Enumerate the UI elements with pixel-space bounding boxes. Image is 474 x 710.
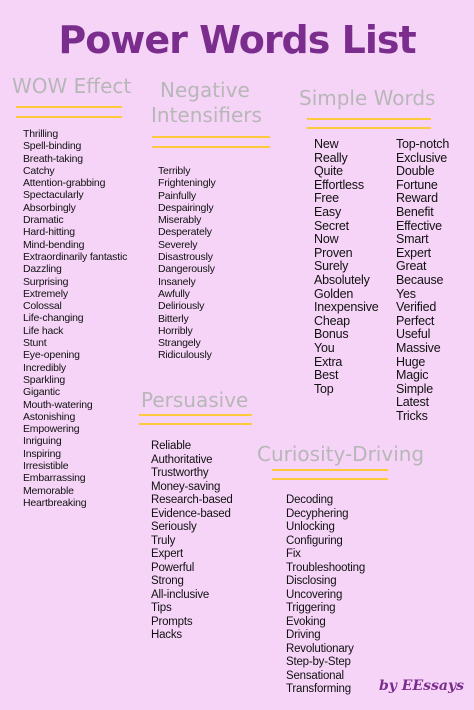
- negative-intensifiers-heading-line2: Intensifiers: [151, 103, 262, 127]
- word-item: Effortless: [314, 177, 364, 192]
- negative-intensifiers-list: [158, 165, 216, 362]
- word-item: Spell-binding: [23, 140, 82, 153]
- persuasive-rule-1: [139, 414, 252, 416]
- word-item: Secret: [314, 218, 349, 233]
- word-item: Really: [314, 150, 348, 165]
- word-item: Inspiring: [23, 447, 61, 460]
- word-item: Uncovering: [286, 588, 343, 601]
- word-item: Catchy: [23, 164, 55, 177]
- curiosity-driving-rule-2: [272, 478, 388, 480]
- word-item: Memorable: [23, 484, 74, 497]
- word-item: Extremely: [23, 287, 68, 300]
- word-item: Easy: [314, 204, 341, 219]
- word-item: Golden: [314, 286, 354, 301]
- word-item: Severely: [158, 238, 198, 251]
- word-item: Proven: [314, 245, 353, 260]
- word-item: Dramatic: [23, 214, 64, 227]
- credit-signature: by EEssays: [379, 678, 464, 694]
- word-item: Inexpensive: [314, 300, 379, 315]
- word-item: Mouth-watering: [23, 398, 93, 411]
- word-item: Useful: [396, 327, 431, 342]
- word-item: Now: [314, 232, 339, 247]
- word-item: Hard-hitting: [23, 226, 75, 239]
- word-item: Troubleshooting: [286, 561, 366, 574]
- word-item: Life-changing: [23, 312, 84, 325]
- word-item: Decyphering: [286, 507, 349, 520]
- negative-intensifiers-rule-2: [152, 146, 270, 148]
- wow-effect-rule-2: [16, 116, 122, 118]
- wow-effect-list: [23, 128, 127, 509]
- word-item: Trustworthy: [151, 467, 209, 479]
- word-item: Hacks: [151, 629, 182, 641]
- word-item: Despairingly: [158, 201, 214, 214]
- word-item: Exclusive: [396, 150, 447, 165]
- word-item: Because: [396, 272, 444, 287]
- word-item: Reward: [396, 191, 438, 206]
- word-item: Authoritative: [151, 453, 213, 466]
- word-item: Decoding: [286, 494, 333, 506]
- word-item: Unlocking: [286, 521, 335, 533]
- word-item: Life hack: [23, 324, 64, 337]
- persuasive-rule-2: [139, 423, 252, 425]
- word-item: You: [314, 340, 335, 355]
- word-item: Painfully: [158, 189, 196, 202]
- word-item: Sensational: [286, 669, 344, 682]
- word-item: Simple: [396, 381, 434, 396]
- word-item: Magic: [396, 368, 429, 383]
- word-item: Gigantic: [23, 386, 60, 399]
- negative-intensifiers-heading-line1: Negative: [160, 78, 250, 102]
- word-item: Heartbreaking: [23, 496, 87, 509]
- word-item: Absolutely: [314, 272, 370, 287]
- word-item: Terribly: [158, 165, 191, 177]
- word-item: Triggering: [286, 602, 336, 614]
- word-item: Perfect: [396, 313, 435, 328]
- word-item: Miserably: [158, 214, 202, 227]
- word-item: Powerful: [151, 561, 195, 574]
- word-item: Embarrassing: [23, 472, 86, 485]
- word-item: Reliable: [151, 440, 191, 452]
- word-item: Spectacularly: [23, 189, 84, 202]
- word-item: Smart: [396, 232, 429, 247]
- word-item: Colossal: [23, 300, 62, 313]
- word-item: Surprising: [23, 275, 69, 288]
- word-item: Best: [314, 368, 339, 383]
- word-item: Strangely: [158, 337, 201, 350]
- wow-effect-heading: WOW Effect: [12, 74, 132, 98]
- word-item: Revolutionary: [286, 642, 354, 655]
- word-item: Free: [314, 191, 339, 206]
- word-item: Stunt: [23, 337, 47, 350]
- wow-effect-rule-1: [16, 106, 122, 108]
- persuasive-heading: Persuasive: [141, 388, 249, 412]
- word-item: Irresistible: [23, 460, 69, 473]
- word-item: Fix: [286, 548, 301, 560]
- word-item: Sparkling: [23, 373, 65, 386]
- word-item: Bonus: [314, 327, 349, 342]
- word-item: Mind-bending: [23, 238, 85, 251]
- word-item: Bitterly: [158, 312, 189, 325]
- word-item: Frighteningly: [158, 177, 216, 190]
- curiosity-driving-list: [286, 494, 365, 697]
- word-item: Great: [396, 259, 427, 274]
- word-item: All-inclusive: [151, 588, 210, 601]
- word-item: Expert: [151, 548, 184, 560]
- word-item: Cheap: [314, 313, 350, 328]
- word-item: Seriously: [151, 521, 197, 533]
- word-item: Eye-opening: [23, 349, 80, 362]
- simple-words-rule-1: [307, 118, 431, 120]
- word-item: Disastrously: [158, 251, 213, 264]
- word-item: Prompts: [151, 615, 193, 628]
- word-item: Extra: [314, 354, 343, 369]
- word-item: Dazzling: [23, 263, 62, 276]
- word-item: Truly: [151, 534, 176, 547]
- word-item: Huge: [396, 354, 426, 369]
- word-item: Tricks: [396, 408, 428, 423]
- persuasive-list: [151, 440, 233, 643]
- word-item: Breath-taking: [23, 152, 83, 165]
- word-item: Surely: [314, 259, 349, 274]
- curiosity-driving-rule-1: [272, 469, 388, 471]
- word-item: Yes: [396, 286, 416, 301]
- word-item: Latest: [396, 395, 429, 410]
- word-item: Awfully: [158, 287, 190, 300]
- word-item: Attention-grabbing: [23, 177, 106, 190]
- word-item: Dangerously: [158, 263, 215, 276]
- word-item: New: [314, 137, 339, 151]
- word-item: Double: [396, 164, 435, 179]
- word-item: Ridiculously: [158, 349, 212, 362]
- word-item: Research-based: [151, 494, 233, 506]
- word-item: Transforming: [286, 683, 351, 695]
- word-item: Inriguing: [23, 435, 62, 448]
- word-item: Step-by-Step: [286, 656, 351, 668]
- word-item: Benefit: [396, 204, 434, 219]
- simple-words-list-col1: [314, 138, 379, 396]
- word-item: Top-notch: [396, 137, 450, 151]
- word-item: Deliriously: [158, 300, 205, 313]
- word-item: Expert: [396, 245, 431, 260]
- word-item: Empowering: [23, 423, 80, 436]
- page-title: Power Words List: [58, 18, 416, 62]
- word-item: Verified: [396, 300, 437, 315]
- word-item: Insanely: [158, 275, 196, 288]
- word-item: Horribly: [158, 324, 193, 337]
- word-item: Massive: [396, 340, 441, 355]
- simple-words-heading: Simple Words: [299, 86, 436, 110]
- negative-intensifiers-rule-1: [152, 136, 270, 138]
- word-item: Absorbingly: [23, 201, 76, 214]
- word-item: Driving: [286, 629, 321, 641]
- word-item: Tips: [151, 602, 172, 614]
- word-item: Money-saving: [151, 480, 221, 493]
- word-item: Evidence-based: [151, 507, 231, 520]
- word-item: Fortune: [396, 177, 438, 192]
- word-item: Configuring: [286, 534, 343, 547]
- word-item: Quite: [314, 164, 343, 179]
- word-item: Astonishing: [23, 410, 76, 423]
- word-item: Effective: [396, 218, 442, 233]
- simple-words-rule-2: [307, 127, 431, 129]
- word-item: Desperately: [158, 226, 212, 239]
- word-item: Extraordinarily fantastic: [23, 250, 128, 263]
- word-item: Thrilling: [23, 128, 58, 140]
- word-item: Disclosing: [286, 575, 337, 587]
- word-item: Strong: [151, 575, 184, 587]
- simple-words-list-col2: [396, 138, 449, 423]
- word-item: Top: [314, 381, 334, 396]
- curiosity-driving-heading: Curiosity-Driving: [257, 442, 425, 466]
- word-item: Evoking: [286, 615, 326, 628]
- word-item: Incredibly: [23, 361, 66, 374]
